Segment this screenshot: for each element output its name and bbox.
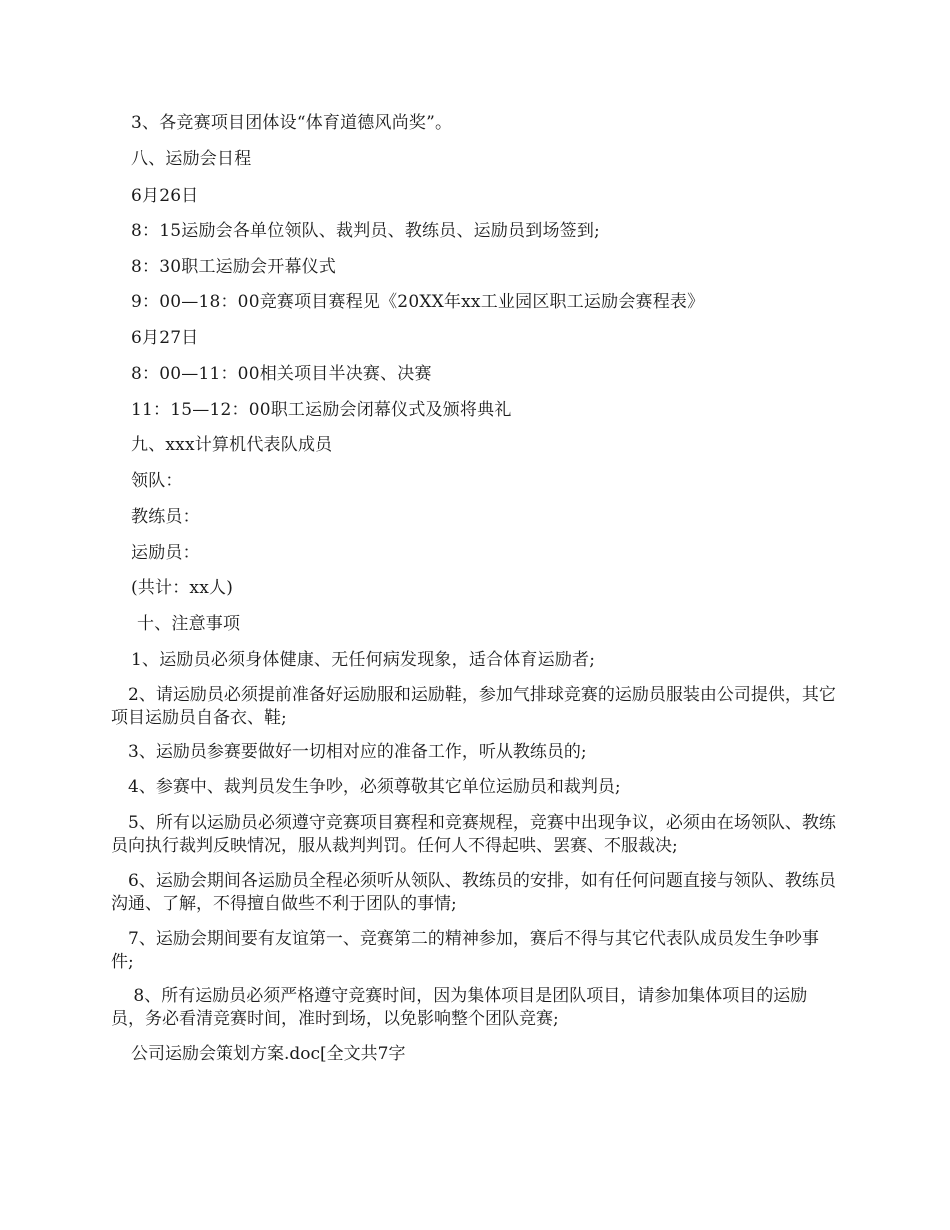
section-heading-team: 九、xxx计算机代表队成员 [131, 435, 333, 455]
note-item: 5、所有以运励员必须遵守竞赛项目赛程和竞赛规程，竞赛中出现争议，必须由在场领队、教练员向执行裁判反映情况，服从裁判判罚。任何人不得起哄、罢赛、不服裁决; [111, 813, 836, 856]
note-item: 6、运励会期间各运励员全程必须听从领队、教练员的安排，如有任何问题直接与领队、教练员沟通、了解，不得擅自做些不利于团队的事情; [111, 871, 836, 914]
date-june-27: 6月27日 [131, 328, 199, 348]
note-item: 4、参赛中、裁判员发生争吵，必须尊敬其它单位运励员和裁判员; [111, 777, 621, 797]
schedule-item: 8：30职工运励会开幕仪式 [131, 257, 337, 277]
document-footer: 公司运励会策划方案.doc[全文共7字 [131, 1044, 406, 1064]
note-item: 2、请运励员必须提前准备好运励服和运励鞋，参加气排球竞赛的运励员服装由公司提供，其它项目运励员自备衣、鞋; [111, 685, 836, 728]
note-item: 8、所有运励员必须严格遵守竞赛时间，因为集体项目是团队项目，请参加集体项目的运励员，务必看清竞赛时间，准时到场，以免影响整个团队竞赛; [111, 986, 808, 1029]
section-heading-schedule: 八、运励会日程 [131, 149, 252, 169]
award-item-3: 3、各竞赛项目团体设“体育道德风尚奖”。 [131, 113, 453, 133]
schedule-item: 9：00—18：00竞赛项目赛程见《20XX年xx工业园区职工运励会赛程表》 [131, 292, 705, 312]
team-leader-label: 领队： [131, 471, 183, 491]
section-heading-notes: 十、注意事项 [137, 614, 241, 634]
schedule-item: 8：15运励会各单位领队、裁判员、教练员、运励员到场签到; [131, 221, 600, 241]
schedule-item: 11：15—12：00职工运励会闭幕仪式及颁将典礼 [131, 400, 512, 420]
coach-label: 教练员： [131, 507, 200, 527]
note-item: 7、运励会期间要有友谊第一、竞赛第二的精神参加，赛后不得与其它代表队成员发生争吵事件; [111, 929, 819, 972]
schedule-item: 8：00—11：00相关项目半决赛、决赛 [131, 364, 432, 384]
note-item: 3、运励员参赛要做好一切相对应的准备工作，听从教练员的; [111, 742, 587, 762]
team-total: (共计：xx人) [131, 578, 234, 598]
note-item: 1、运励员必须身体健康、无任何病发现象，适合体育运励者; [131, 650, 596, 670]
date-june-26: 6月26日 [131, 186, 199, 206]
athlete-label: 运励员： [131, 543, 200, 563]
